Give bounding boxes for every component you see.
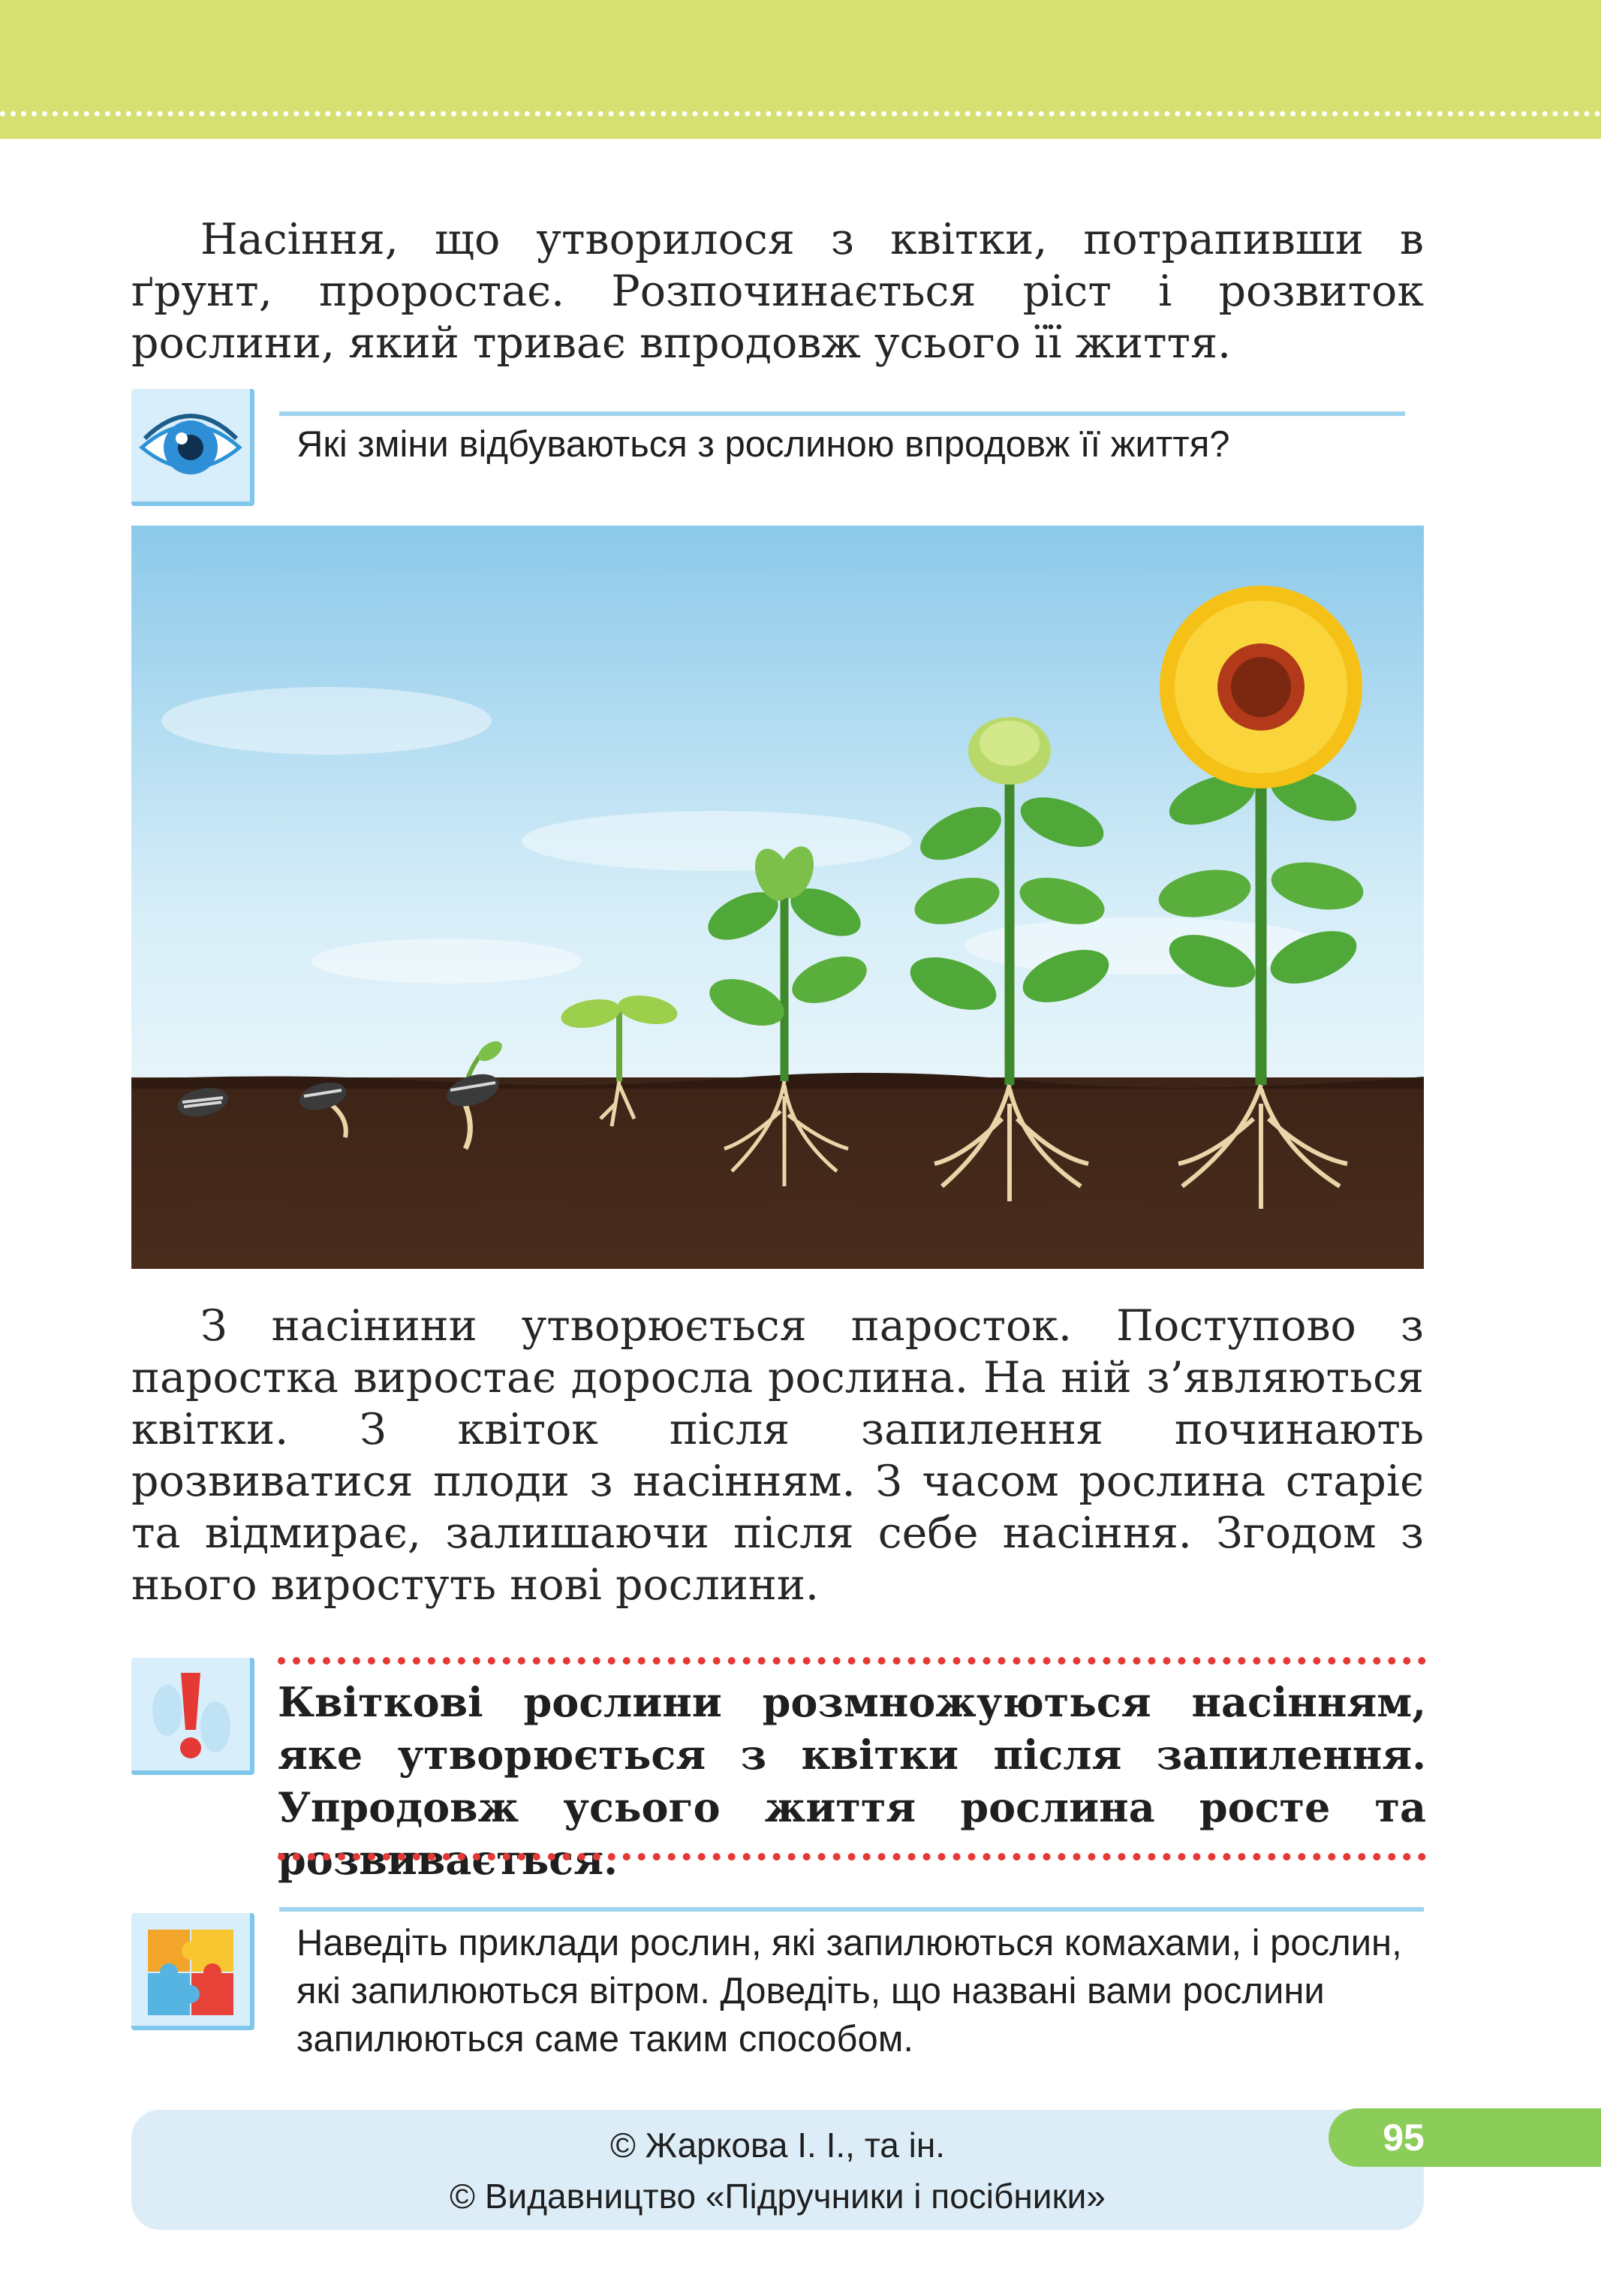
plant-growth-illustration	[131, 526, 1424, 1269]
task-text: Наведіть приклади рослин, які запилюються комахами, і рослин, які запилюються вітром. Доведіть, що названі вами рослини запилюються саме таким способом.	[296, 1923, 1402, 2059]
footer-publisher: © Видавництво «Підручники і посібники»	[450, 2177, 1106, 2216]
question-divider	[279, 411, 1405, 416]
top-header-band	[0, 0, 1601, 139]
puzzle-icon	[131, 1913, 250, 2026]
intro-paragraph	[131, 214, 1424, 369]
page-number: 95	[1383, 2117, 1425, 2159]
task-divider	[279, 1907, 1424, 1912]
life-cycle-paragraph	[131, 1300, 1424, 1611]
footer	[131, 2110, 1424, 2230]
rule-icon-box	[131, 1658, 254, 1775]
eye-icon	[131, 389, 250, 502]
observation-question: Які зміни відбуваються з рослиною впродовж її життя?	[296, 424, 1230, 465]
header-dotted-line	[0, 111, 1601, 116]
footer-authors: © Жаркова І. І., та ін.	[609, 2126, 946, 2165]
rule-text: Квіткові рослини розмножуються насінням, яке утворюється з квітки після запилення. Упродовж усього життя рослина росте та розвивається.	[278, 1678, 1426, 1884]
observe-icon-box	[131, 389, 254, 506]
rule-top-dotted-line	[278, 1657, 1426, 1665]
rule-bottom-dotted-line	[278, 1853, 1426, 1861]
exclamation-icon	[131, 1658, 250, 1770]
intro-paragraph-text: Насіння, що утворилося з квітки, потрапивши в ґрунт, проростає. Розпочинається ріст і розвиток рослини, який триває впродовж усього її життя.	[131, 215, 1424, 368]
life-cycle-paragraph-text: З насінини утворюється паросток. Поступово з паростка виростає доросла рослина. На ній з’являються квітки. З квіток після запилення починають розвиватися плоди з насінням. З часом рослина старіє та відмирає, залишаючи після себе насіння. Згодом з нього виростуть нові рослини.	[131, 1301, 1424, 1610]
task-icon-box	[131, 1913, 254, 2030]
